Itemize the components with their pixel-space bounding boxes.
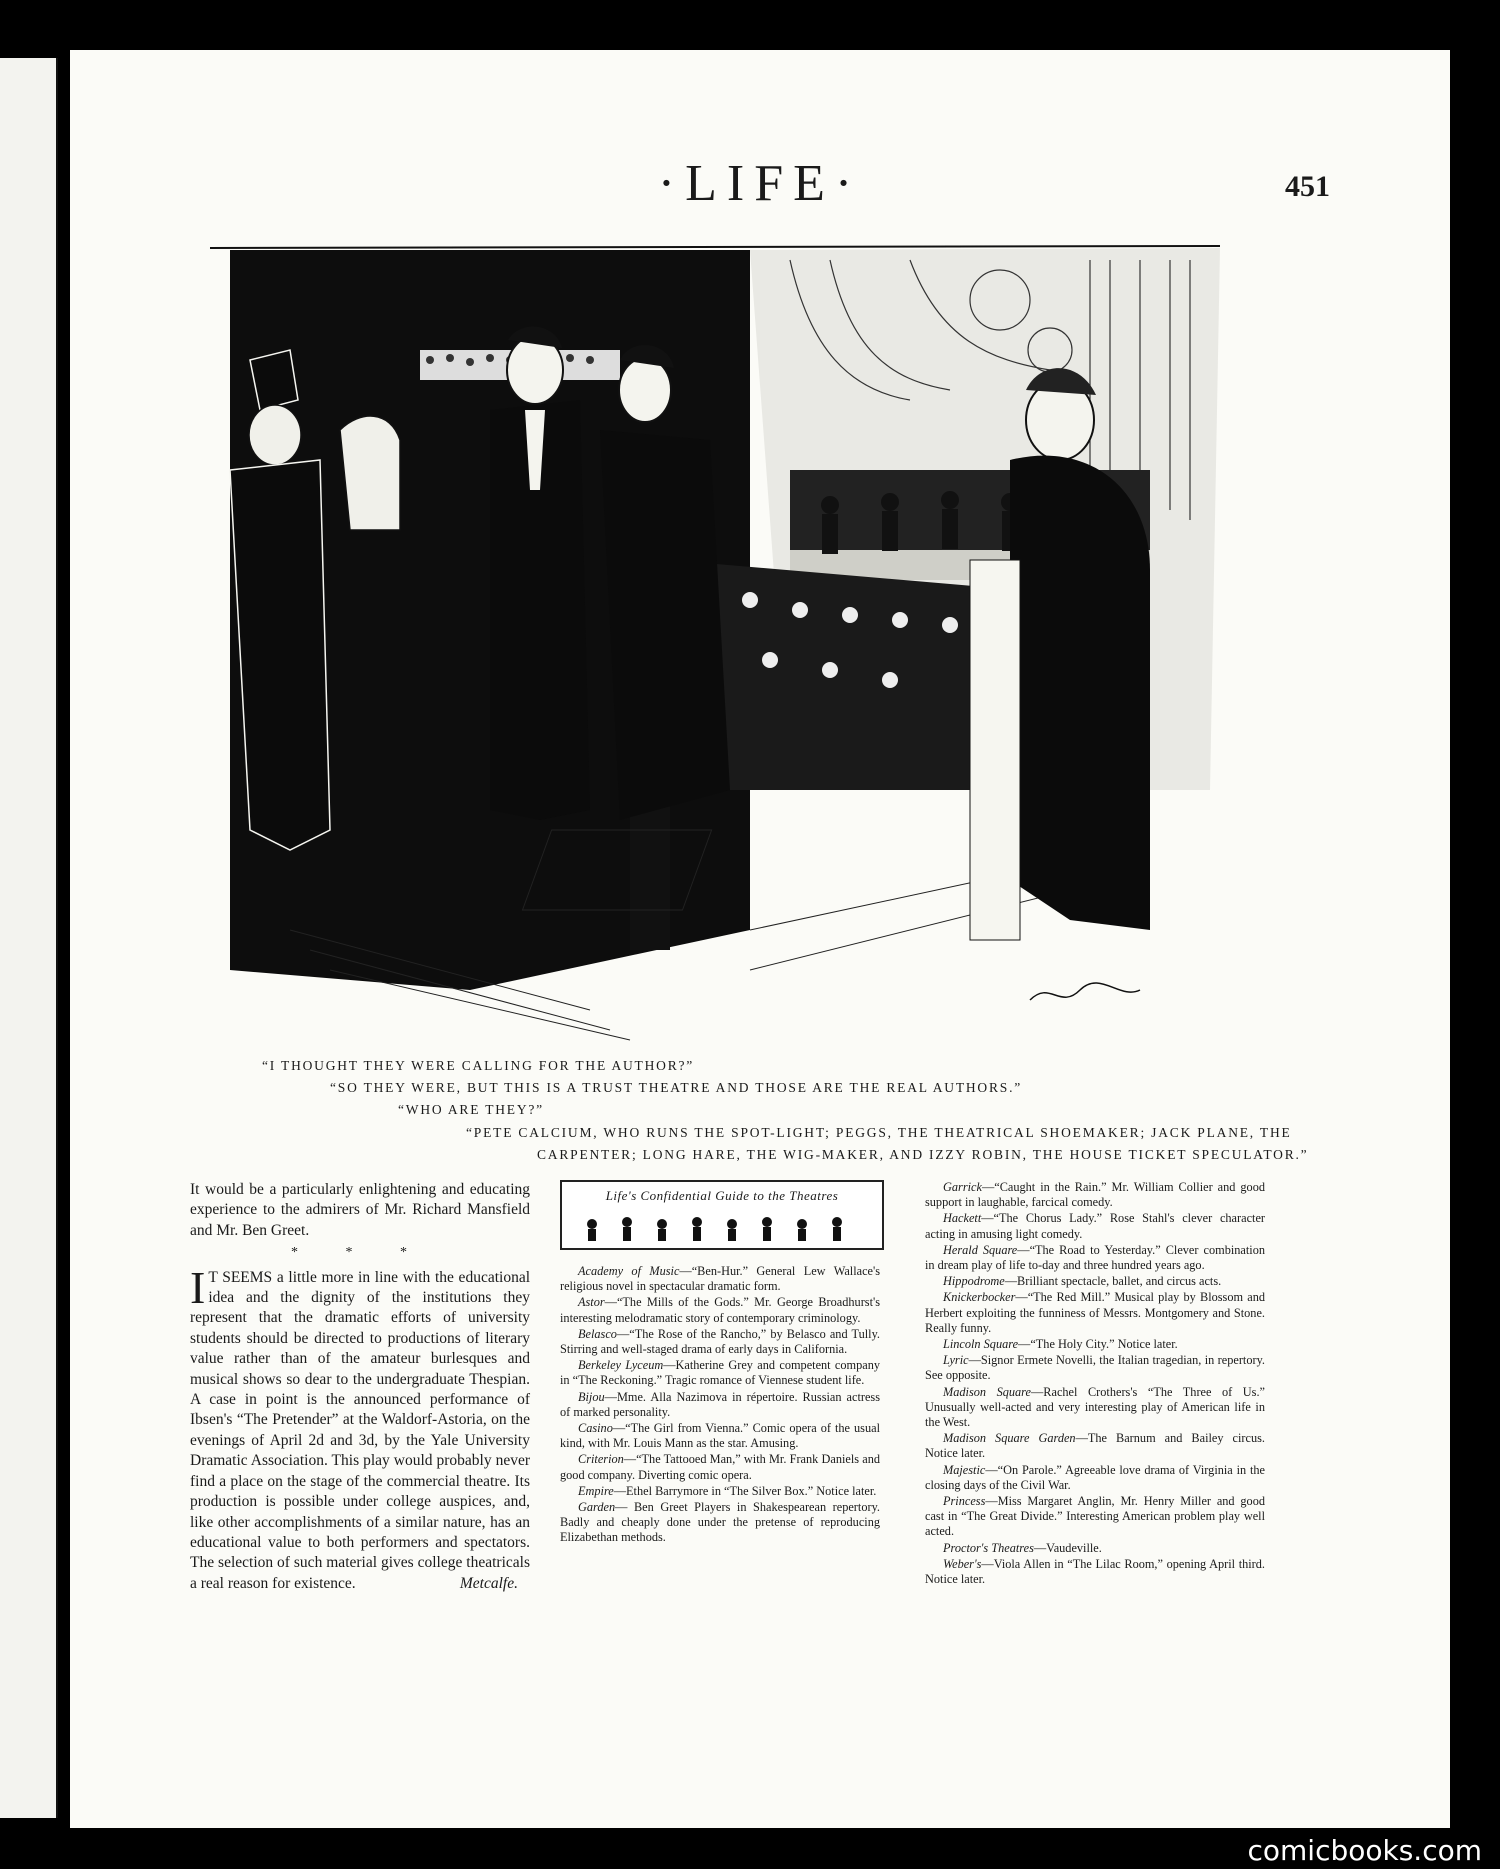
theatre-description: —“The Rose of the Rancho,” by Belasco and Tully. Stirring and well-staged drama of early days in California. [560,1326,880,1357]
theatre-name: Belasco [578,1326,617,1341]
theatre-description: —Viola Allen in “The Lilac Room,” opening April third. Notice later. [925,1556,1265,1587]
caption-line-3: “WHO ARE THEY?” [398,1102,544,1117]
guide-entry [560,1421,880,1451]
theatre-description: — Ben Greet Players in Shakespearean repertory. Badly and cheaply done under the pretense of reproducing Elizabethan methods. [560,1500,880,1545]
theatre-name: Madison Square Garden [943,1431,1076,1446]
previous-page-edge [0,58,58,1818]
guide-entry [560,1484,880,1499]
theatre-name: Princess [943,1494,986,1509]
guide-entry [925,1541,1265,1556]
guide-entry [925,1274,1265,1289]
intro-paragraph: It would be a particularly enlightening and educating experience to the admirers of Mr. Richard Mansfield and Mr. Ben Greet. [190,1181,530,1239]
author-signature: Metcalfe. [459,1574,518,1592]
page-number: 451 [1285,170,1330,203]
guide-entry [925,1180,1265,1210]
theatre-description: —Katherine Grey and competent company in “The Reckoning.” Tragic romance of Viennese student life. [560,1358,881,1388]
guide-entry [925,1463,1265,1493]
site-watermark: comicbooks.com [1247,1834,1482,1867]
guide-entry [925,1211,1265,1241]
theatre-description: —Signor Ermete Novelli, the Italian tragedian, in repertory. See opposite. [925,1353,1265,1383]
guide-entry [560,1358,880,1388]
theatre-name: Majestic [943,1462,986,1477]
caption-line-4: “PETE CALCIUM, WHO RUNS THE SPOT-LIGHT; PEGGS, THE THEATRICAL SHOEMAKER; JACK PLANE, THE [466,1125,1292,1140]
cartoon-drawing [190,230,1330,1050]
theatre-name: Knickerbocker [943,1290,1016,1305]
theatre-description: —Vaudeville. [1033,1540,1102,1555]
theatre-name: Berkeley Lyceum [578,1358,664,1373]
theatre-name: Proctor's Theatres [943,1540,1034,1555]
theatre-description: —“The Road to Yesterday.” Clever combination in dream play of life to-day and three hundred years ago. [925,1242,1265,1273]
theatre-description: —“The Mills of the Gods.” Mr. George Broadhurst's interesting melodramatic story of contemporary criminology. [560,1295,880,1325]
theatre-name: Garrick [943,1180,982,1194]
caption-line-5: CARPENTER; LONG HARE, THE WIG-MAKER, AND IZZY ROBIN, THE HOUSE TICKET SPECULATOR.” [537,1147,1309,1162]
guide-entry [925,1290,1265,1336]
theatre-name: Lyric [943,1353,969,1368]
theatre-guide-column-1 [560,1180,880,1547]
theatre-name: Garden [578,1500,616,1515]
theatre-guide-column-2 [925,1180,1265,1588]
theatre-description: —“The Girl from Vienna.” Comic opera of the usual kind, with Mr. Louis Mann as the star. Amusing. [560,1421,880,1451]
theatre-description: —Ethel Barrymore in “The Silver Box.” Notice later. [613,1483,877,1498]
theatre-description: —The Barnum and Bailey circus. Notice later. [925,1431,1265,1461]
theatre-name: Empire [578,1483,614,1498]
theatre-guide-title: Life's Confidential Guide to the Theatres [605,1188,839,1203]
caption-line-1: “I THOUGHT THEY WERE CALLING FOR THE AUTHOR?” [262,1058,695,1073]
guide-entry [560,1452,880,1482]
guide-entry [925,1353,1265,1383]
theatre-description: —“On Parole.” Agreeable love drama of Virginia in the closing days of the Civil War. [925,1462,1265,1492]
guide-entry [560,1327,880,1357]
theatre-description: —“The Holy City.” Notice later. [1018,1337,1178,1352]
theatre-name: Academy of Music [578,1264,680,1278]
theatre-name: Bijou [578,1389,605,1404]
theatre-guide-header-box [560,1180,884,1250]
theatre-description: —Rachel Crothers's “The Three of Us.” Unusually well-acted and very interesting play of American life in the West. [925,1384,1266,1430]
theatre-cartoon-illustration [190,230,1330,1050]
guide-entry [925,1431,1265,1461]
theatre-name: Herald Square [943,1242,1018,1257]
caption-line-2: “SO THEY WERE, BUT THIS IS A TRUST THEATRE AND THOSE ARE THE REAL AUTHORS.” [330,1080,1023,1095]
guide-entry [560,1295,880,1325]
drop-cap: I [190,1261,206,1313]
article-paragraph [190,1261,530,1595]
theatre-name: Lincoln Square [943,1337,1019,1352]
theatre-name: Hackett [943,1211,982,1226]
theatre-description: —“Ben-Hur.” General Lew Wallace's religious novel in spectacular dramatic form. [560,1264,880,1294]
theatre-name: Weber's [943,1556,982,1571]
theatre-description: —Miss Margaret Anglin, Mr. Henry Miller and good cast in “The Great Divide.” Interesting American problem play well acted. [925,1494,1265,1539]
theatre-name: Casino [578,1421,613,1436]
article-body: T SEEMS a little more in line with the educational idea and the dignity of the institutions they represent that the dramatic efforts of university students should be directed to productions of literary value rather than of the amateur burlesques and musical shows so dear to the undergraduate Thespian. A case in point is the announced performance of Ibsen's “The Pretender” at the Waldorf-Astoria, on the evenings of April 2d and 3d, by the Yale University Dramatic Association. This play would probably never find a place on the stage of the commercial theatre. Its production is possible under college auspices, and, like other accomplishments of a similar nature, has an educational value to both performers and spectators. The selection of such material gives college theatricals a real reason for existence. [190,1268,530,1592]
theatre-name: Hippodrome [943,1274,1005,1289]
theatre-description: —“Caught in the Rain.” Mr. William Collier and good support in laughable, farcical comedy. [925,1180,1265,1210]
magazine-page [70,50,1450,1828]
theatre-description: —Brilliant spectacle, ballet, and circus acts. [1004,1274,1222,1289]
theatre-description: —“The Tattooed Man,” with Mr. Frank Daniels and good company. Diverting comic opera. [560,1452,880,1482]
section-stars: * * * [291,1245,429,1261]
guide-entry [925,1337,1265,1352]
guide-entry [560,1390,880,1420]
guide-entry [925,1494,1265,1540]
guide-entry [925,1385,1265,1431]
theatre-description: —“The Chorus Lady.” Rose Stahl's clever character acting in amusing light comedy. [925,1211,1265,1241]
theatre-description: —“The Red Mill.” Musical play by Blossom and Herbert exploiting the funniness of Messrs. Montgomery and Stone. Really funny. [925,1290,1265,1335]
theatre-name: Astor [578,1295,605,1310]
guide-entry [925,1243,1265,1273]
masthead-title: ·LIFE· [657,155,863,212]
theatre-description: —Mme. Alla Nazimova in répertoire. Russian actress of marked personality. [560,1389,880,1419]
theatre-name: Criterion [578,1452,624,1467]
guide-entry [560,1264,880,1294]
guide-entry [925,1557,1265,1587]
editorial-column [190,1180,530,1594]
theatre-name: Madison Square [943,1384,1031,1399]
guide-entry [560,1500,880,1546]
